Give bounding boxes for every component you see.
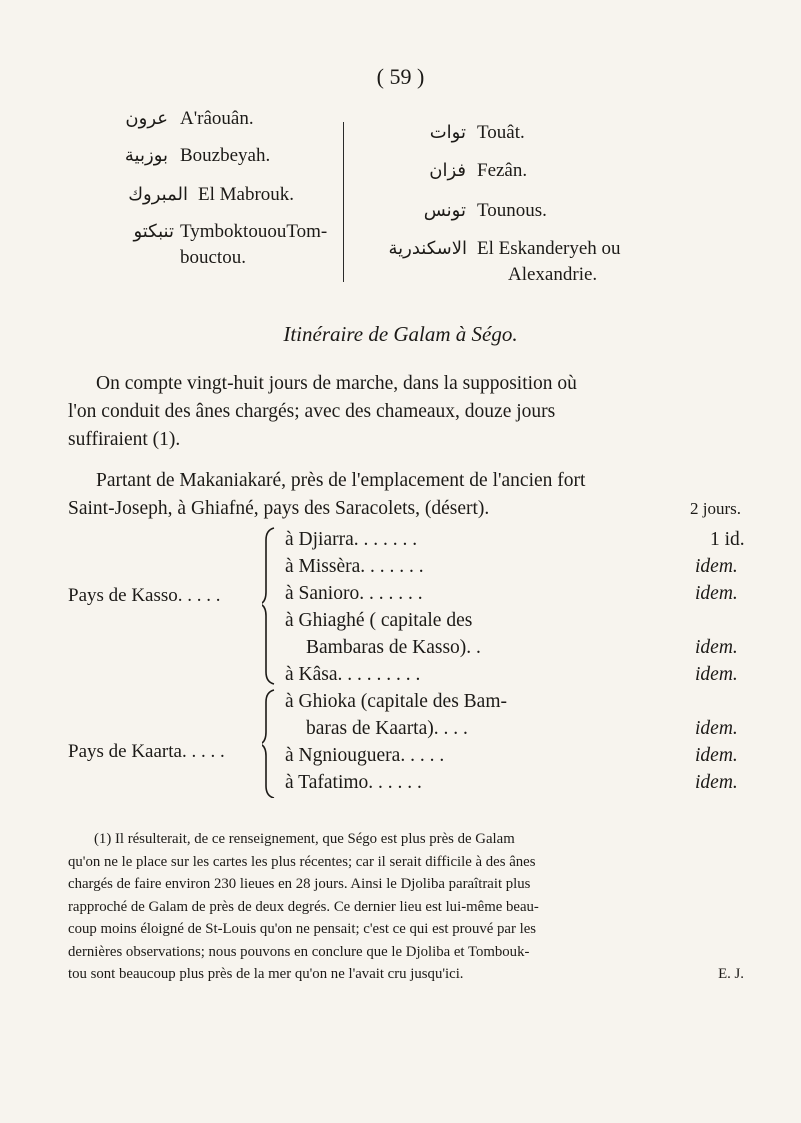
place-name-6: Fezân. [477, 160, 528, 181]
section-title: Itinéraire de Galam à Ségo. [283, 322, 518, 346]
place-name-4: TymboktououTom- [180, 221, 328, 242]
footnote-line-6: dernières observations; nous pouvons en conclure que le Djoliba et Tombouk- [68, 943, 530, 960]
route-duration-kaarta-4: idem. [695, 772, 738, 793]
route-row-kasso-2: à Missèra. . . . . . . [285, 556, 424, 577]
place-name-1: A'râouân. [180, 108, 254, 129]
footnote-line-7: tou sont beaucoup plus près de la mer qu'on ne l'avait cru jusqu'ici. [68, 966, 464, 982]
footnote-line-2: qu'on ne le place sur les cartes les plus récentes; car il serait difficile à des ânes [68, 853, 536, 870]
route-row-kasso-6: à Kâsa. . . . . . . . . [285, 664, 421, 685]
route-row-kaarta-1: à Ghioka (capitale des Bam- [285, 691, 507, 712]
place-name-5: Touât. [477, 122, 525, 143]
paragraph-1-line-1: On compte vingt-huit jours de marche, dans la supposition où [96, 373, 577, 394]
footnote-line-4: rapproché de Galam de près de deux degrés. Ce dernier lieu est lui-même beau- [68, 898, 539, 915]
place-name-8-cont: Alexandrie. [508, 264, 598, 285]
arabic-place-5: توات [429, 122, 466, 143]
route-duration-kasso-1: 1 id. [710, 529, 745, 550]
arabic-place-4: تنبكتو [133, 221, 174, 242]
region-label-kaarta: Pays de Kaarta. . . . . [68, 741, 225, 762]
paragraph-1-line-2: l'on conduit des ânes chargés; avec des chameaux, douze jours [68, 401, 556, 422]
paragraph-1-line-3: suffiraient (1). [68, 429, 181, 450]
route-duration-kaarta-3: idem. [695, 745, 738, 766]
arabic-place-1: عرون [125, 108, 168, 129]
arabic-place-7: تونس [423, 200, 466, 221]
arabic-place-3: المبروك [128, 184, 188, 205]
footnote-line-1: (1) Il résulterait, de ce renseignement, que Ségo est plus près de Galam [94, 831, 515, 847]
page-number: ( 59 ) [376, 64, 425, 89]
route-row-kaarta-4: à Tafatimo. . . . . . [285, 772, 422, 793]
arabic-place-2: بوزبية [124, 145, 168, 166]
place-name-7: Tounous. [477, 200, 547, 221]
route-row-kasso-5: Bambaras de Kasso). . [306, 637, 481, 658]
footnote-line-5: coup moins éloigné de St-Louis qu'on ne pensait; c'est ce qui est prouvé par les [68, 921, 537, 937]
place-name-8: El Eskanderyeh ou [477, 238, 621, 259]
column-divider [343, 122, 344, 282]
place-name-2: Bouzbeyah. [180, 145, 271, 166]
route-row-kasso-3: à Sanioro. . . . . . . [285, 583, 423, 604]
brace-kaarta [262, 688, 284, 798]
arabic-place-8: الاسكندرية [388, 238, 467, 259]
route-row-kaarta-2: baras de Kaarta). . . . [306, 718, 468, 739]
route-row-kaarta-3: à Ngniouguera. . . . . [285, 745, 445, 766]
paragraph-2-line-1: Partant de Makaniakaré, près de l'emplacement de l'ancien fort [96, 470, 586, 491]
route-duration-kasso-2: idem. [695, 556, 738, 577]
route-duration-kasso-3: idem. [695, 583, 738, 604]
footnote-line-3: chargés de faire environ 230 lieues en 28 jours. Ainsi le Djoliba paraîtrait plus [68, 876, 531, 892]
route-duration-kasso-6: idem. [695, 664, 738, 685]
paragraph-2-line-2: Saint-Joseph, à Ghiafné, pays des Saracolets, (désert). [68, 498, 490, 519]
footnote-signature: E. J. [718, 966, 744, 982]
place-name-4-cont: bouctou. [180, 247, 246, 268]
footnote [68, 828, 748, 986]
arabic-place-6: فزان [429, 160, 466, 181]
region-label-kasso: Pays de Kasso. . . . . [68, 585, 221, 606]
brace-kasso [262, 526, 284, 686]
route-row-kasso-4: à Ghiaghé ( capitale des [285, 610, 473, 631]
place-name-3: El Mabrouk. [198, 184, 295, 205]
route-row-kasso-1: à Djiarra. . . . . . . [285, 529, 418, 550]
route-duration-kaarta-2: idem. [695, 718, 738, 739]
route-duration-kasso-5: idem. [695, 637, 738, 658]
paragraph-2-duration: 2 jours. [690, 499, 741, 518]
